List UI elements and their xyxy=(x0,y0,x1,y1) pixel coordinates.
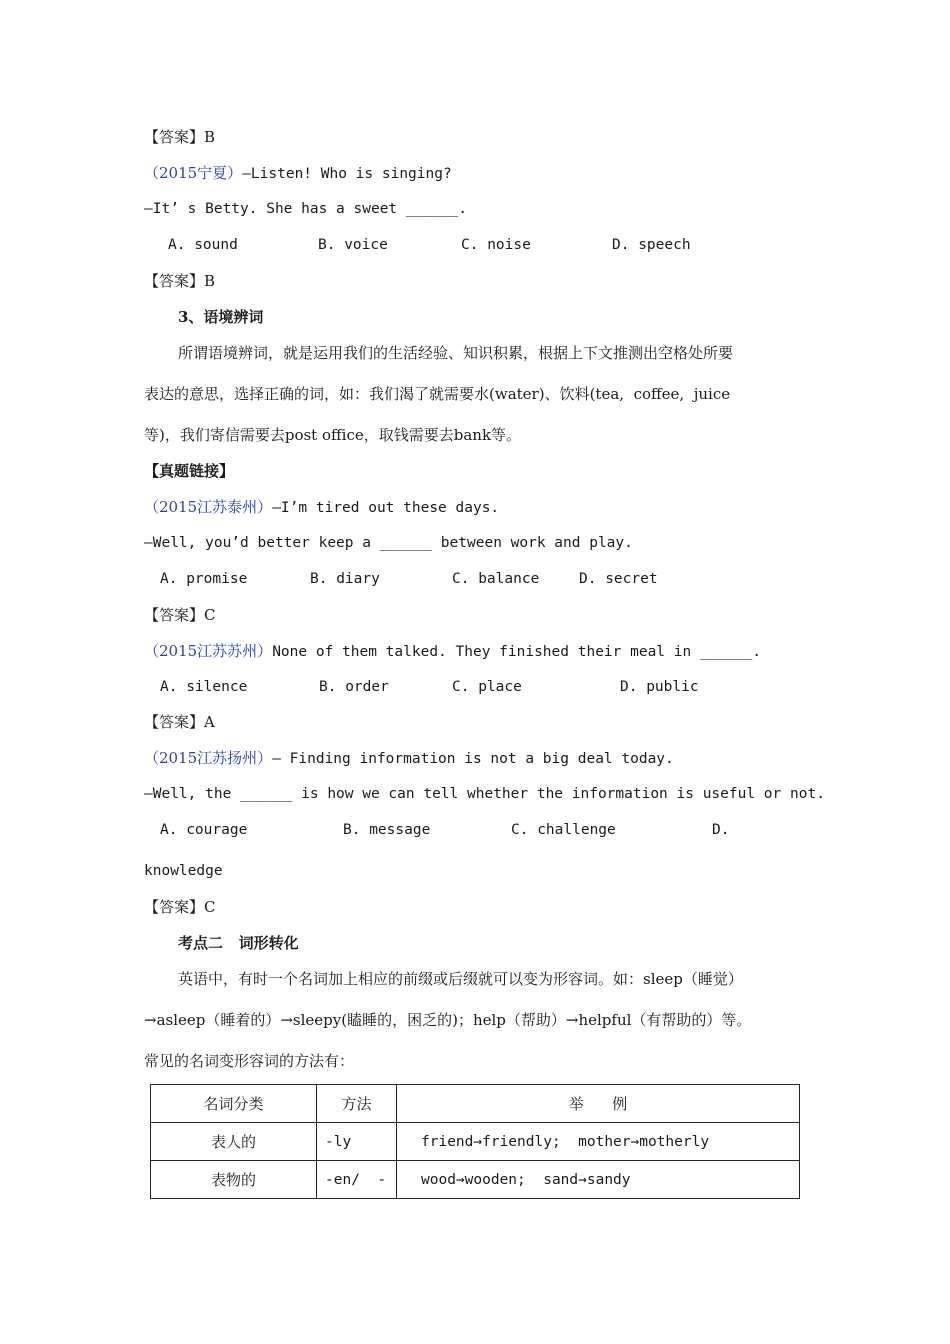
option-d: D. xyxy=(712,822,730,838)
question-text: —Listen! Who is singing? xyxy=(242,166,452,182)
question-4-line-2: —Well, the ______ is how we can tell whether the information is useful or not. xyxy=(144,786,825,802)
section-3-para-line-3: 等)，我们寄信需要去post office，取钱需要去bank等。 xyxy=(144,426,522,444)
question-2-line-1 xyxy=(144,497,499,518)
section-3-title: 3、语境辨词 xyxy=(178,308,264,326)
question-source: （2015江苏苏州） xyxy=(144,642,273,660)
cell-examples: wood→wooden; sand→sandy xyxy=(397,1161,800,1199)
point-2-para-line-3: 常见的名词变形容词的方法有： xyxy=(144,1052,355,1070)
question-text: —I’m tired out these days. xyxy=(272,500,500,516)
option-b: B. diary xyxy=(310,571,380,587)
option-a: A. silence xyxy=(160,679,248,695)
question-2-line-2: —Well, you’d better keep a ______ between work and play. xyxy=(144,535,633,551)
option-a: A. promise xyxy=(160,571,248,587)
question-source: （2015江苏泰州） xyxy=(144,498,273,516)
question-text: None of them talked. They finished their meal in ______. xyxy=(272,644,762,660)
real-exam-link-heading: 【真题链接】 xyxy=(144,462,235,480)
cell-category: 表物的 xyxy=(151,1161,317,1199)
question-3-line-1 xyxy=(144,641,761,662)
table-row xyxy=(151,1123,800,1161)
option-d: D. speech xyxy=(612,237,691,253)
table-row xyxy=(151,1161,800,1199)
question-4-line-1 xyxy=(144,748,674,769)
option-d: D. secret xyxy=(579,571,658,587)
answer-1: 【答案】B xyxy=(144,128,216,146)
table-header-row xyxy=(151,1085,800,1123)
header-category: 名词分类 xyxy=(151,1085,317,1123)
option-a: A. sound xyxy=(168,237,238,253)
point-2-para-line-2: →asleep（睡着的）→sleepy(瞌睡的，困乏的)；help（帮助）→helpful（有帮助的）等。 xyxy=(144,1011,752,1029)
cell-examples: friend→friendly; mother→motherly xyxy=(397,1123,800,1161)
answer-3: 【答案】C xyxy=(144,606,216,624)
option-c: C. place xyxy=(452,679,522,695)
question-source: （2015江苏扬州） xyxy=(144,749,273,767)
noun-to-adjective-table xyxy=(150,1084,800,1199)
option-a: A. courage xyxy=(160,822,248,838)
answer-2: 【答案】B xyxy=(144,272,216,290)
option-b: B. order xyxy=(319,679,389,695)
header-method: 方法 xyxy=(317,1085,397,1123)
option-c: C. balance xyxy=(452,571,540,587)
question-1-line-1 xyxy=(144,163,452,184)
answer-5: 【答案】C xyxy=(144,898,216,916)
option-c: C. noise xyxy=(461,237,531,253)
question-1-line-2: —It’ s Betty. She has a sweet ______. xyxy=(144,201,468,217)
section-3-para-line-1: 所谓语境辨词，就是运用我们的生活经验、知识积累，根据上下文推测出空格处所要 xyxy=(178,344,734,362)
section-3-para-line-2: 表达的意思，选择正确的词，如：我们渴了就需要水(water)、饮料(tea, coffee, juice xyxy=(144,385,731,403)
cell-method: -en/ - xyxy=(317,1161,397,1199)
answer-4: 【答案】A xyxy=(144,713,215,731)
option-d-wrap: knowledge xyxy=(144,863,223,879)
point-2-title: 考点二 词形转化 xyxy=(178,934,299,952)
cell-method: -ly xyxy=(317,1123,397,1161)
question-text: — Finding information is not a big deal today. xyxy=(272,751,674,767)
option-b: B. voice xyxy=(318,237,388,253)
option-d: D. public xyxy=(620,679,699,695)
header-examples: 举 例 xyxy=(397,1085,800,1123)
option-b: B. message xyxy=(343,822,431,838)
cell-category: 表人的 xyxy=(151,1123,317,1161)
option-c: C. challenge xyxy=(511,822,616,838)
point-2-para-line-1: 英语中，有时一个名词加上相应的前缀或后缀就可以变为形容词。如：sleep（睡觉） xyxy=(178,970,743,988)
question-source: （2015宁夏） xyxy=(144,164,243,182)
